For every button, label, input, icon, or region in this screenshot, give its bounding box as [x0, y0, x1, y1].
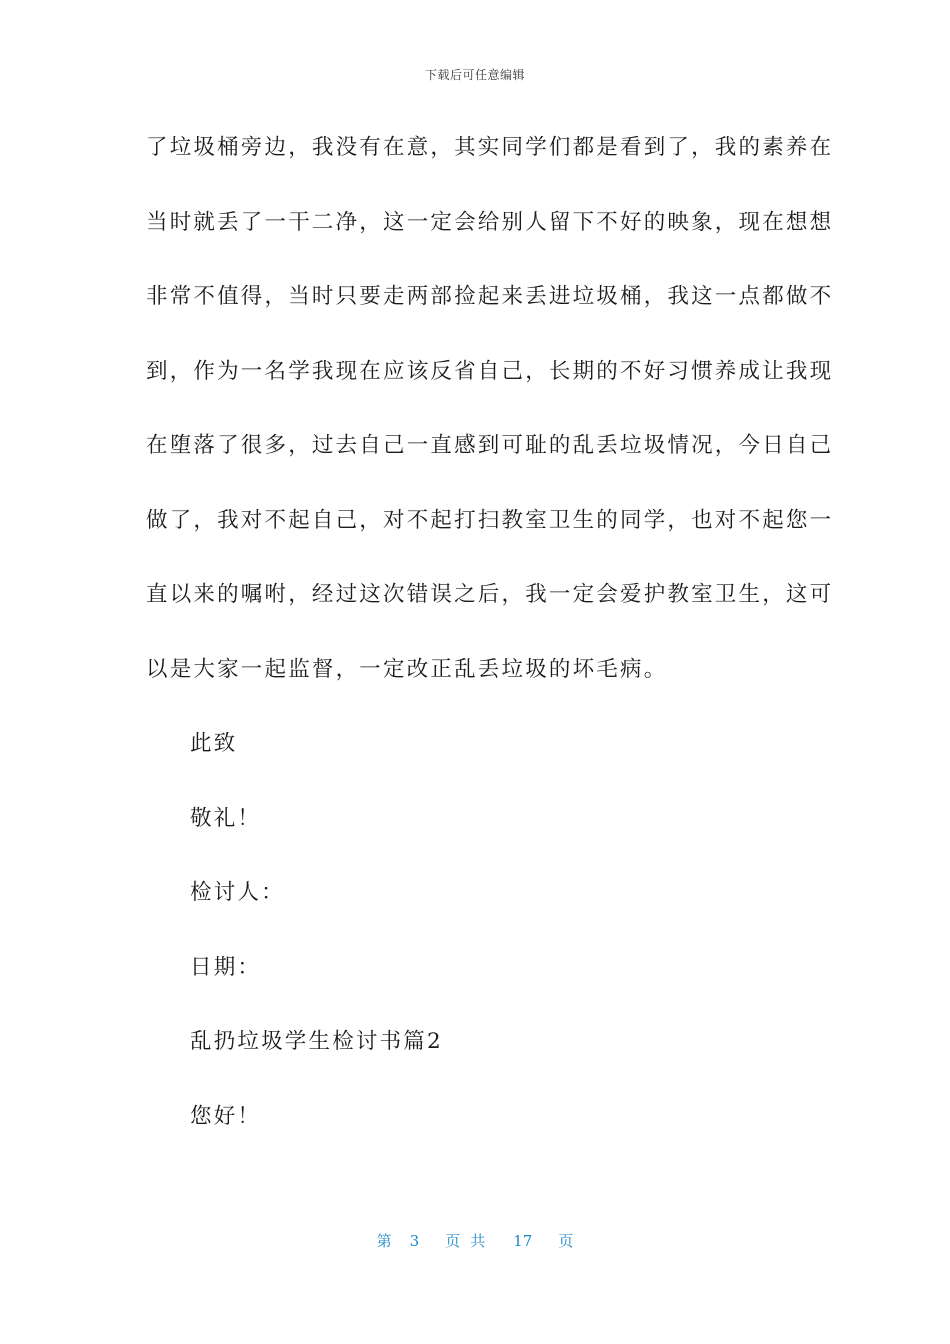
body-line-1: 了垃圾桶旁边，我没有在意，其实同学们都是看到了，我的素养在	[146, 135, 834, 160]
section-title: 乱扔垃圾学生检讨书篇2	[190, 1029, 443, 1054]
date-label: 日期：	[190, 954, 262, 980]
salute-line: 敬礼！	[190, 805, 262, 831]
body-line-4: 到，作为一名学我现在应该反省自己，长期的不好习惯养成让我现	[146, 358, 834, 384]
body-line-8: 以是大家一起监督，一定改正乱丢垃圾的坏毛病。	[146, 656, 668, 682]
body-line-7: 直以来的嘱咐，经过这次错误之后，我一定会爱护教室卫生，这可	[146, 582, 834, 607]
body-line-2: 当时就丢了一干二净，这一定会给别人留下不好的映象，现在想想	[146, 209, 834, 235]
footer-current-page: 3	[409, 1232, 420, 1250]
footer-page-mid: 页共	[445, 1232, 496, 1250]
body-line-6: 做了，我对不起自己，对不起打扫教室卫生的同学，也对不起您一	[146, 507, 834, 533]
body-line-3: 非常不值得，当时只要走两部捡起来丢进垃圾桶，我这一点都做不	[146, 284, 834, 309]
closing-line: 此致	[190, 731, 238, 756]
page-footer	[0, 1230, 950, 1251]
footer-page-suffix: 页	[558, 1232, 574, 1250]
footer-page-prefix: 第	[376, 1232, 392, 1250]
page-header-note: 下载后可任意编辑	[424, 68, 525, 82]
signer-label: 检讨人：	[190, 880, 285, 905]
body-line-5: 在堕落了很多，过去自己一直感到可耻的乱丢垃圾情况，今日自己	[146, 433, 834, 458]
greeting-line: 您好！	[190, 1103, 262, 1129]
document-body	[146, 126, 834, 1169]
footer-total-pages: 17	[513, 1232, 533, 1250]
